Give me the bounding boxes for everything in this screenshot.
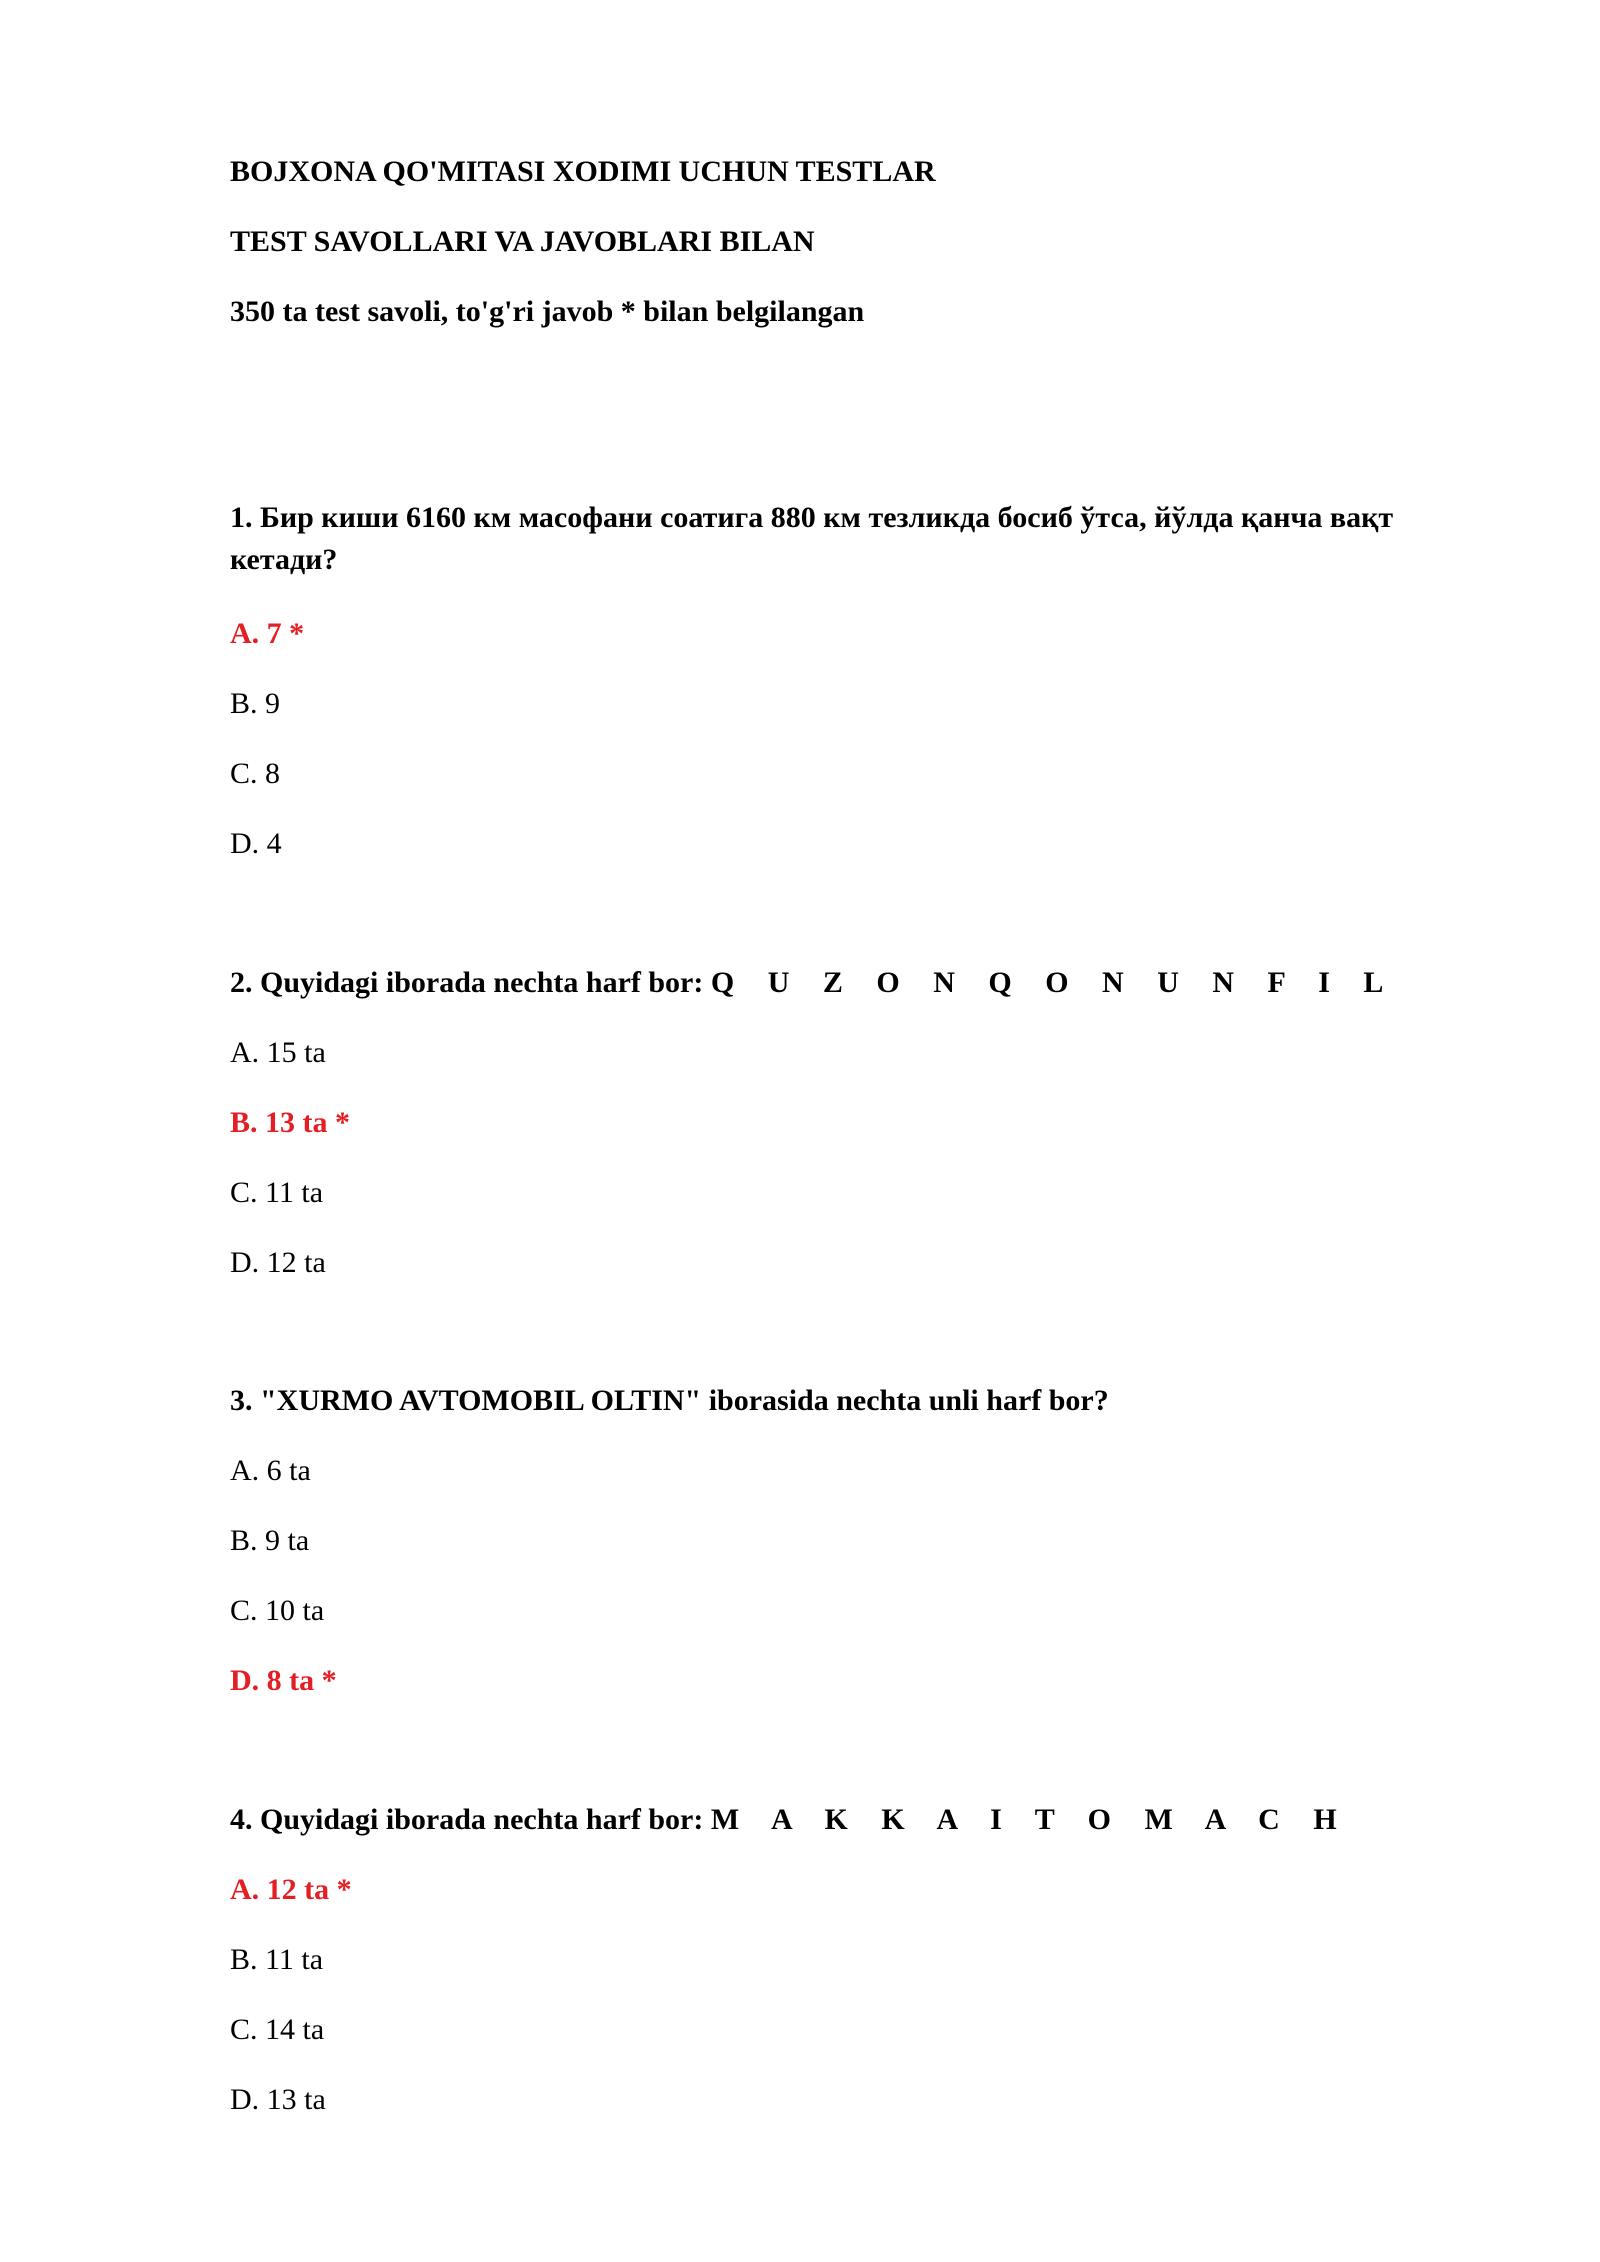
question-1-option-b: B. 9 <box>230 687 281 720</box>
question-2-label: 2. Quyidagi iborada nechta harf bor: <box>230 966 711 999</box>
question-4-option-a: A. 12 ta * <box>230 1873 352 1906</box>
question-4-phrase: M A K K A I T O M A C H <box>710 1803 1340 1836</box>
question-3-text <box>230 1380 1490 1422</box>
question-2-option-d: D. 12 ta <box>230 1246 326 1279</box>
question-1 <box>230 497 1490 581</box>
question-2-phrase: Q U Z O N Q O N U N F I L <box>710 966 1387 999</box>
question-4-option-d: D. 13 ta <box>230 2083 326 2116</box>
question-2-text <box>230 962 1490 1004</box>
question-2 <box>230 962 1490 1004</box>
question-4 <box>230 1799 1490 1841</box>
document-title: BOJXONA QO'MITASI XODIMI UCHUN TESTLAR <box>230 155 936 188</box>
question-1-option-a: A. 7 * <box>230 617 305 650</box>
question-4-option-c: C. 14 ta <box>230 2013 325 2046</box>
question-3-option-c: C. 10 ta <box>230 1594 325 1627</box>
question-2-option-a: A. 15 ta <box>230 1036 326 1069</box>
question-4-text <box>230 1799 1490 1841</box>
document-subtitle: TEST SAVOLLARI VA JAVOBLARI BILAN <box>230 225 815 258</box>
document-note: 350 ta test savoli, to'g'ri javob * bilan belgilangan <box>230 295 865 328</box>
question-3 <box>230 1380 1490 1422</box>
question-2-option-c: C. 11 ta <box>230 1176 324 1209</box>
question-3-option-d: D. 8 ta * <box>230 1664 337 1697</box>
question-1-label: 1. Бир киши 6160 км масофани соатига 880 км тезликда босиб ўтса, йўлда қанча вақт кетади? <box>230 501 1394 576</box>
question-3-label: 3. "XURMO AVTOMOBIL OLTIN" iborasida nechta unli harf bor? <box>230 1384 1109 1417</box>
question-4-label: 4. Quyidagi iborada nechta harf bor: <box>230 1803 711 1836</box>
question-3-option-a: A. 6 ta <box>230 1454 311 1487</box>
question-1-option-d: D. 4 <box>230 827 282 860</box>
question-3-option-b: B. 9 ta <box>230 1524 310 1557</box>
question-2-option-b: B. 13 ta * <box>230 1106 350 1139</box>
question-1-text <box>230 497 1490 581</box>
question-1-option-c: C. 8 <box>230 757 281 790</box>
question-4-option-b: B. 11 ta <box>230 1943 324 1976</box>
